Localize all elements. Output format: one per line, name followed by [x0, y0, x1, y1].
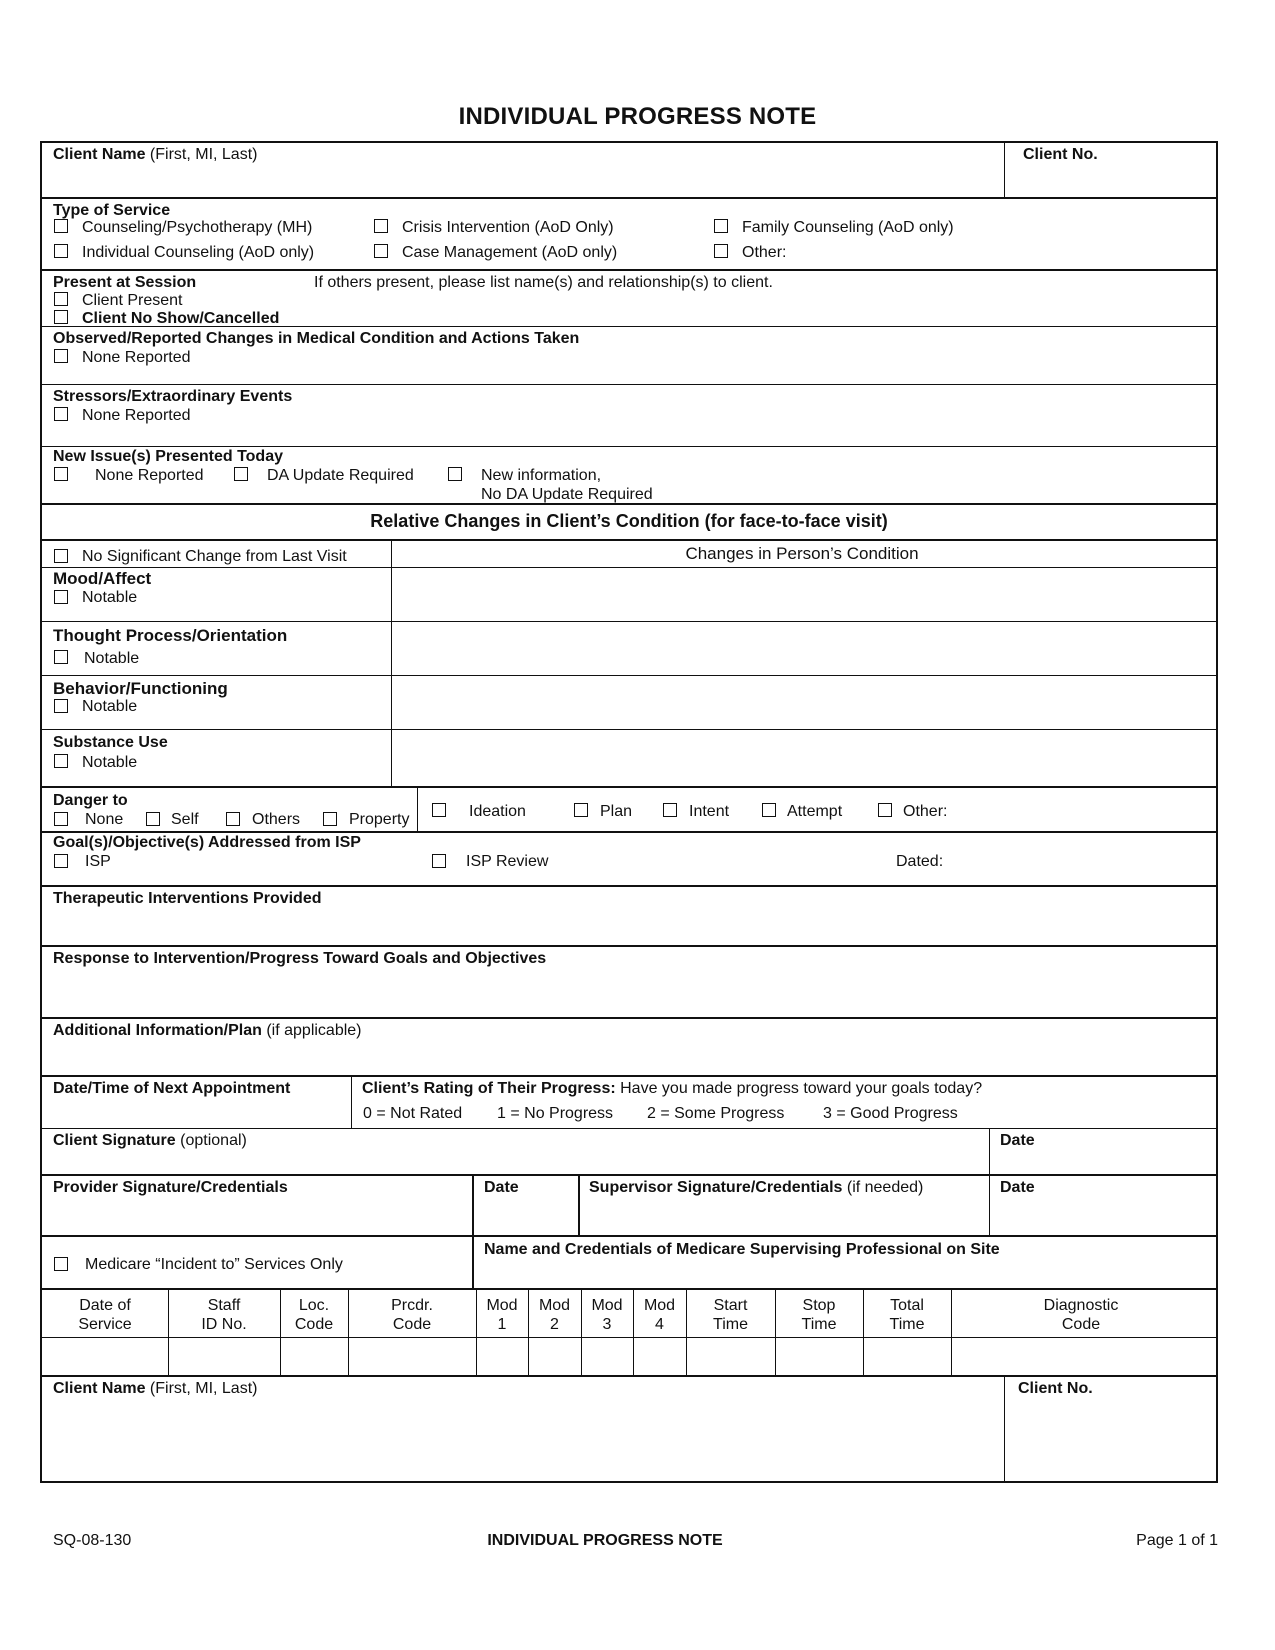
provider-signature-row — [42, 1176, 1216, 1237]
substance-changes-field[interactable] — [382, 730, 1212, 786]
option-label: None Reported — [95, 467, 204, 484]
behavior-changes-field[interactable] — [382, 676, 1212, 728]
thought-row — [42, 622, 1216, 676]
divider — [989, 1129, 990, 1174]
option-label: Plan — [600, 803, 633, 820]
divider — [472, 1176, 474, 1235]
substance-row — [42, 730, 1216, 788]
option-label: Counseling/Psychotherapy (MH) — [82, 219, 313, 236]
option-label: None Reported — [82, 349, 191, 366]
response-row[interactable] — [42, 947, 1216, 1019]
response-label: Response to Intervention/Progress Toward Goals and Objectives — [53, 950, 547, 967]
option-label: Attempt — [787, 803, 843, 820]
checkbox-other-service[interactable] — [714, 244, 728, 258]
supervisor-signature-label: Supervisor Signature/Credentials — [589, 1179, 843, 1196]
checkbox-mood-notable[interactable] — [54, 590, 68, 604]
next-appointment-label[interactable]: Date/Time of Next Appointment — [53, 1080, 291, 1097]
col-diagnostic-code — [951, 1296, 1211, 1334]
header-line: Diagnostic — [1043, 1297, 1119, 1314]
supervisor-date-label[interactable]: Date — [1000, 1179, 1035, 1196]
checkbox-danger-others[interactable] — [226, 812, 240, 826]
option-label: DA Update Required — [267, 467, 414, 484]
medical-changes-label: Observed/Reported Changes in Medical Condition and Actions Taken — [53, 330, 580, 347]
header-line: Code — [1061, 1316, 1101, 1333]
header-line: Code — [294, 1316, 334, 1333]
type-of-service-label: Type of Service — [53, 202, 171, 219]
option-label: Medicare “Incident to” Services Only — [85, 1256, 343, 1273]
checkbox-client-present[interactable] — [54, 292, 68, 306]
provider-signature-label[interactable]: Provider Signature/Credentials — [53, 1179, 288, 1196]
checkbox-medical-none[interactable] — [54, 349, 68, 363]
progress-note-form — [40, 141, 1218, 1483]
checkbox-intent[interactable] — [663, 803, 677, 817]
client-signature-field[interactable] — [53, 1131, 247, 1150]
client-name-field[interactable] — [53, 1379, 257, 1398]
header-line: Time — [889, 1316, 925, 1333]
present-at-session-row — [42, 271, 1216, 327]
relative-changes-heading: Relative Changes in Client’s Condition (for face-to-face visit) — [370, 511, 888, 531]
col-mod-2 — [528, 1296, 581, 1334]
option-label: Ideation — [469, 803, 526, 820]
checkbox-isp-review[interactable] — [432, 854, 446, 868]
header-line: 1 — [497, 1316, 507, 1333]
option-label: Others — [252, 811, 301, 828]
header-line: Mod — [643, 1297, 676, 1314]
page-title: INDIVIDUAL PROGRESS NOTE — [458, 103, 817, 130]
client-no-label[interactable]: Client No. — [1018, 1380, 1093, 1397]
checkbox-new-information[interactable] — [448, 467, 462, 481]
option-label: Notable — [82, 589, 138, 606]
checkbox-counseling-mh[interactable] — [54, 219, 68, 233]
option-label: Notable — [82, 754, 138, 771]
present-at-session-label: Present at Session — [53, 274, 197, 291]
type-of-service-row — [42, 199, 1216, 271]
footer-title: INDIVIDUAL PROGRESS NOTE — [487, 1532, 723, 1549]
mood-changes-field[interactable] — [382, 568, 1212, 620]
divider — [1004, 1377, 1005, 1481]
client-name-hint: (First, MI, Last) — [149, 146, 258, 163]
relative-changes-heading-row — [42, 505, 1216, 541]
goals-row — [42, 833, 1216, 887]
rating-option-0[interactable]: 0 = Not Rated — [363, 1105, 463, 1122]
header-line: Start — [713, 1297, 748, 1314]
option-label: Self — [171, 811, 199, 828]
additional-hint: (if applicable) — [266, 1022, 362, 1039]
supervisor-signature-field[interactable] — [589, 1178, 923, 1197]
header-line: Staff — [207, 1297, 241, 1314]
client-name-field[interactable] — [53, 145, 257, 164]
page-number: Page 1 of 1 — [1136, 1532, 1218, 1549]
option-label: None Reported — [82, 407, 191, 424]
option-label: No Significant Change from Last Visit — [82, 548, 347, 565]
divider — [351, 1077, 352, 1128]
header-line: 4 — [655, 1316, 664, 1333]
divider — [391, 541, 392, 788]
header-line: Time — [801, 1316, 837, 1333]
behavior-label: Behavior/Functioning — [53, 679, 228, 698]
header-line: Mod — [591, 1297, 623, 1314]
client-signature-label: Client Signature — [53, 1132, 176, 1149]
option-label: Other: — [903, 803, 948, 820]
option-label: ISP Review — [466, 853, 549, 870]
form-id: SQ-08-130 — [53, 1532, 132, 1549]
mood-row — [42, 568, 1216, 622]
checkbox-no-significant-change[interactable] — [54, 549, 68, 563]
divider — [578, 1176, 580, 1235]
header-line: Time — [713, 1316, 748, 1333]
header-line: ID No. — [201, 1316, 247, 1333]
checkbox-substance-notable[interactable] — [54, 754, 68, 768]
header-line: Date of — [79, 1297, 131, 1314]
header-line: Mod — [486, 1297, 518, 1314]
col-staff-id — [168, 1296, 280, 1334]
checkbox-danger-property[interactable] — [323, 812, 337, 826]
option-label: ISP — [85, 853, 111, 870]
client-signature-hint: (optional) — [180, 1132, 247, 1149]
checkbox-behavior-notable[interactable] — [54, 699, 68, 713]
client-footer-row — [42, 1377, 1216, 1483]
next-appointment-row — [42, 1077, 1216, 1129]
checkbox-crisis-intervention[interactable] — [374, 219, 388, 233]
header-line: Prcdr. — [391, 1297, 433, 1314]
checkbox-family-counseling[interactable] — [714, 219, 728, 233]
divider — [1004, 143, 1005, 197]
rating-option-2[interactable]: 2 = Some Progress — [647, 1105, 785, 1122]
additional-field — [53, 1021, 362, 1040]
header-line: Service — [78, 1316, 132, 1333]
col-total-time — [863, 1296, 951, 1334]
client-signature-row — [42, 1129, 1216, 1176]
rating-label: Client’s Rating of Their Progress: — [362, 1080, 616, 1097]
option-label: No DA Update Required — [481, 486, 653, 503]
new-issues-row — [42, 447, 1216, 505]
client-header-row — [42, 143, 1216, 199]
stressors-label: Stressors/Extraordinary Events — [53, 388, 293, 405]
medicare-supervising-label[interactable]: Name and Credentials of Medicare Supervising Professional on Site — [484, 1241, 1000, 1258]
divider — [417, 788, 418, 831]
behavior-row — [42, 676, 1216, 730]
checkbox-da-update[interactable] — [234, 467, 248, 481]
option-label: Client Present — [82, 292, 183, 309]
thought-changes-field[interactable] — [382, 622, 1212, 674]
header-line: Code — [392, 1316, 432, 1333]
col-start-time — [686, 1296, 775, 1334]
option-label: Case Management (AoD only) — [402, 244, 618, 261]
client-no-label[interactable]: Client No. — [1023, 146, 1098, 163]
thought-label: Thought Process/Orientation — [53, 626, 288, 645]
billing-table — [42, 1290, 1216, 1377]
option-label: Family Counseling (AoD only) — [742, 219, 954, 236]
checkbox-issues-none[interactable] — [54, 467, 68, 481]
checkbox-attempt[interactable] — [762, 803, 776, 817]
option-label: Intent — [689, 803, 730, 820]
col-mod-1 — [476, 1296, 528, 1334]
danger-label: Danger to — [53, 792, 128, 809]
rating-question — [362, 1079, 982, 1098]
dated-label: Dated: — [896, 853, 944, 870]
client-name-label: Client Name — [53, 1380, 146, 1397]
medicare-row — [42, 1237, 1216, 1290]
client-name-hint: (First, MI, Last) — [149, 1380, 258, 1397]
option-label: Individual Counseling (AoD only) — [82, 244, 315, 261]
new-issues-label: New Issue(s) Presented Today — [53, 448, 283, 465]
option-label: Notable — [84, 650, 140, 667]
goals-label: Goal(s)/Objective(s) Addressed from ISP — [53, 834, 361, 851]
additional-row[interactable] — [42, 1019, 1216, 1077]
supervisor-signature-hint: (if needed) — [846, 1179, 924, 1196]
rating-option-3[interactable]: 3 = Good Progress — [823, 1105, 958, 1122]
option-label: Client No Show/Cancelled — [82, 310, 280, 327]
option-label: New information, — [481, 467, 602, 484]
interventions-label: Therapeutic Interventions Provided — [53, 890, 322, 907]
option-label: None — [85, 811, 124, 828]
header-line: Loc. — [298, 1297, 330, 1314]
header-line: 2 — [550, 1316, 559, 1333]
danger-row — [42, 788, 1216, 833]
col-mod-4 — [633, 1296, 686, 1334]
medical-changes-row — [42, 327, 1216, 385]
header-line: Total — [890, 1297, 924, 1314]
col-mod-3 — [581, 1296, 633, 1334]
header-line: Stop — [802, 1297, 836, 1314]
checkbox-isp[interactable] — [54, 854, 68, 868]
checkbox-individual-counseling[interactable] — [54, 244, 68, 258]
checkbox-ideation[interactable] — [432, 803, 446, 817]
option-label: Notable — [82, 698, 138, 715]
additional-label: Additional Information/Plan — [53, 1022, 262, 1039]
mood-label: Mood/Affect — [53, 569, 152, 588]
rating-option-1[interactable]: 1 = No Progress — [497, 1105, 614, 1122]
checkbox-danger-none[interactable] — [54, 812, 68, 826]
rating-question-text: Have you made progress toward your goals today? — [620, 1080, 983, 1097]
client-signature-date[interactable]: Date — [1000, 1132, 1035, 1149]
divider — [472, 1237, 474, 1288]
provider-date-label[interactable]: Date — [484, 1179, 519, 1196]
divider — [989, 1176, 990, 1235]
stressors-row — [42, 385, 1216, 447]
checkbox-client-no-show[interactable] — [54, 310, 68, 324]
option-label: Other: — [742, 244, 787, 261]
checkbox-medicare-incident[interactable] — [54, 1257, 68, 1271]
col-stop-time — [775, 1296, 863, 1334]
col-date-of-service — [42, 1296, 168, 1334]
col-prcdr-code — [348, 1296, 476, 1334]
checkbox-case-management[interactable] — [374, 244, 388, 258]
present-note: If others present, please list name(s) and relationship(s) to client. — [314, 274, 773, 291]
header-line: 3 — [602, 1316, 612, 1333]
checkbox-plan[interactable] — [574, 803, 588, 817]
checkbox-danger-other[interactable] — [878, 803, 892, 817]
header-line: Mod — [538, 1297, 571, 1314]
checkbox-thought-notable[interactable] — [54, 650, 68, 664]
interventions-row[interactable] — [42, 887, 1216, 947]
option-label: Property — [349, 811, 410, 828]
checkbox-stressors-none[interactable] — [54, 407, 68, 421]
col-loc-code — [280, 1296, 348, 1334]
changes-header: Changes in Person’s Condition — [685, 544, 919, 563]
checkbox-danger-self[interactable] — [146, 812, 160, 826]
client-name-label: Client Name — [53, 146, 146, 163]
option-label: Crisis Intervention (AoD Only) — [402, 219, 614, 236]
billing-entry-row[interactable] — [42, 1338, 1216, 1375]
no-change-row — [42, 541, 1216, 568]
substance-label: Substance Use — [53, 734, 168, 751]
